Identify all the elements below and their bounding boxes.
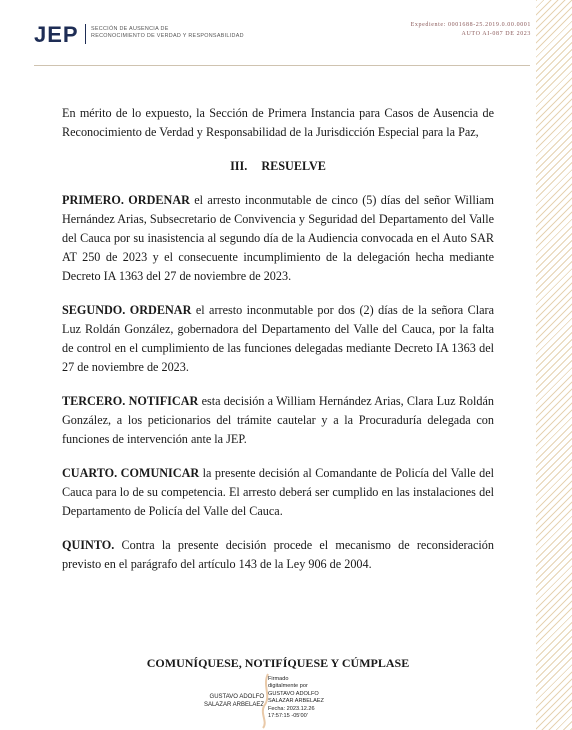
resolution-third bbox=[62, 392, 494, 449]
signature-detail-line: 17:57:15 -05'00' bbox=[268, 713, 308, 720]
signature-detail-line: Firmado bbox=[268, 676, 289, 682]
document-body bbox=[62, 104, 494, 589]
intro-paragraph: En mérito de lo expuesto, la Sección de Primera Instancia para Casos de Ausencia de Reconocimiento de Verdad y Responsabilidad de la Jurisdicción Especial para la Paz, bbox=[62, 106, 494, 139]
resolution-text: el arresto inconmutable por dos (2) días de la señora Clara Luz Roldán González, gobernadora del Departamento del Valle del Cauca, por la falta de control en el cumplimiento de las funciones delegadas mediante Decreto IA 1363 del 27 de noviembre de 2023. bbox=[62, 303, 494, 374]
resolution-text: la presente decisión al Comandante de Policía del Valle del Cauca para lo de su competencia. El arresto deberá ser cumplido en las instalaciones del Departamento de Policía del Valle del Cauca. bbox=[62, 466, 495, 518]
resolution-text: esta decisión a William Hernández Arias, Clara Luz Roldán González, a los peticionarios del trámite cautelar y a la Procuraduría delegada con funciones de intervención ante la JEP. bbox=[62, 394, 494, 446]
resolution-text: Contra la presente decisión procede el mecanismo de reconsideración previsto en el parágrafo del artículo 143 de la Ley 906 de 2004. bbox=[62, 538, 494, 571]
resolution-fourth bbox=[62, 464, 494, 521]
signature-detail-line: GUSTAVO ADOLFO bbox=[268, 690, 319, 697]
signature-detail-line: SALAZAR ARBELAEZ bbox=[268, 698, 324, 705]
heading-title: RESUELVE bbox=[261, 159, 326, 173]
resolution-label: QUINTO. bbox=[62, 538, 115, 552]
case-reference bbox=[411, 21, 531, 39]
resolution-label: CUARTO. COMUNICAR bbox=[62, 466, 200, 480]
resolution-label: TERCERO. NOTIFICAR bbox=[62, 394, 199, 408]
resolution-text: el arresto inconmutable de cinco (5) días del señor William Hernández Arias, Subsecretario de Convivencia y Seguridad del Departamento del Valle del Cauca por su inasistencia al segundo día de la Audiencia convocada en el Auto SAR AT 250 de 2023 y el consecuente incumplimiento de la delegación hecha mediante Decreto IA 1363 del 27 de noviembre de 2023. bbox=[62, 193, 494, 283]
decorative-margin-pattern bbox=[536, 0, 572, 730]
signer-name-line2: SALAZAR ARBELAEZ bbox=[203, 702, 264, 708]
expediente-number: Expediente: 0001688-25.2019.0.00.0001 bbox=[410, 22, 531, 28]
resolution-fifth bbox=[62, 536, 494, 574]
section-name-line1: SECCIÓN DE AUSENCIA DE bbox=[91, 26, 169, 32]
resolution-label: PRIMERO. ORDENAR bbox=[62, 193, 190, 207]
resolution-label: SEGUNDO. ORDENAR bbox=[62, 303, 192, 317]
section-name-line2: RECONOCIMIENTO DE VERDAD Y RESPONSABILIDAD bbox=[91, 33, 244, 39]
signer-name-line1: GUSTAVO ADOLFO bbox=[209, 694, 264, 700]
heading-number: III. bbox=[230, 159, 248, 173]
resolution-first bbox=[62, 191, 494, 286]
section-name bbox=[91, 26, 244, 40]
logo-divider bbox=[85, 24, 86, 44]
signature-detail-line: Fecha: 2023.12.26 bbox=[268, 705, 315, 712]
auto-number: AUTO AI-087 DE 2023 bbox=[461, 31, 531, 37]
section-heading bbox=[62, 157, 494, 176]
digital-signature-details bbox=[268, 676, 358, 720]
resolution-second bbox=[62, 301, 494, 377]
signature-detail-line: digitalmente por bbox=[268, 683, 308, 690]
jep-logo: JEP bbox=[34, 22, 79, 47]
header-rule bbox=[34, 65, 530, 66]
closing-formula: COMUNÍQUESE, NOTIFÍQUESE Y CÚMPLASE bbox=[146, 656, 410, 670]
